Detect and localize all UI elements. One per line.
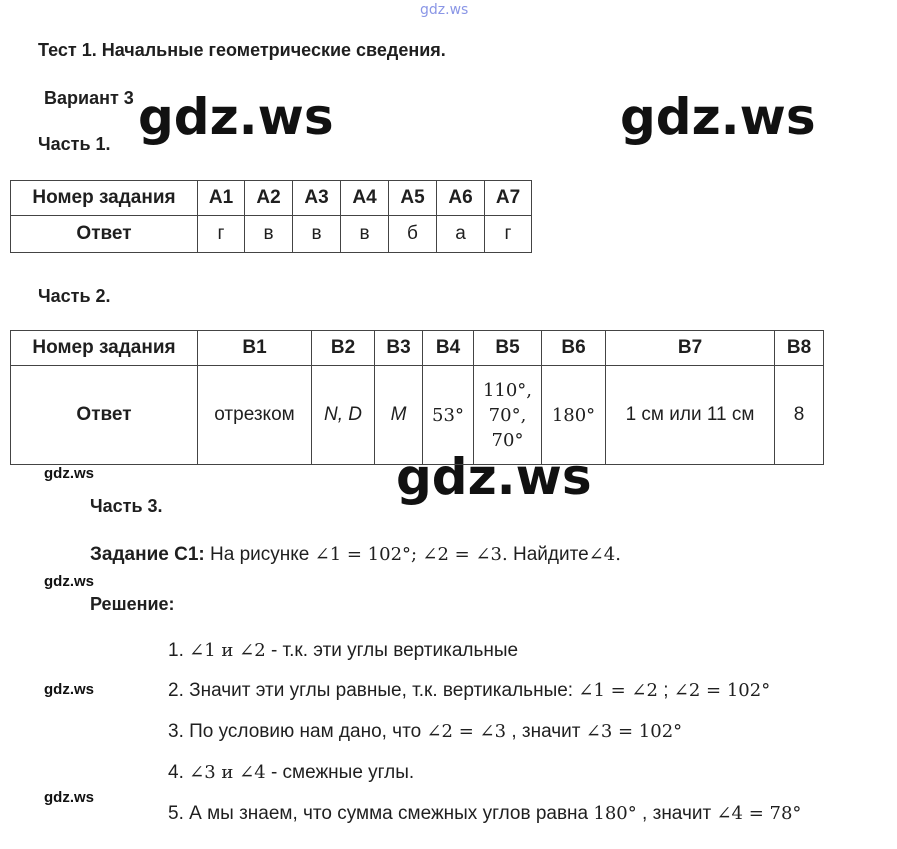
task-c1-math-2: ∠2 = ∠3. [422,544,508,565]
step3-math-2: ∠3 = 102° [585,721,683,742]
part2-header-label: Номер задания [11,331,198,366]
part2-task-b8: В8 [775,331,824,366]
part1-task-a3: А3 [293,181,341,216]
step1-text: - т.к. эти углы вертикальные [270,640,519,661]
part1-table [10,180,532,253]
step2-math-2: ∠2 = 102° [673,680,771,701]
part1-header-label: Номер задания [11,181,198,216]
step4-text: - смежные углы. [270,762,415,783]
watermark-small-1: gdz.ws [44,465,95,482]
part2-task-b2: В2 [312,331,375,366]
step3-mid: , значит [511,721,581,742]
step3-math-1: ∠2 = ∠3 [426,721,507,742]
part2-answer-b5-line-3: 70° [491,429,524,451]
part1-task-a5: А5 [389,181,437,216]
part1-task-a6: А6 [437,181,485,216]
step2-math-1: ∠1 = ∠2 [578,680,658,701]
part1-header-row [11,181,532,216]
part1-answer-row [11,216,532,253]
part2-answer-b5 [474,366,542,465]
step4-number: 4. [168,762,184,783]
task-c1-math-3: ∠4. [588,544,621,565]
watermark-top: gdz.ws [420,2,469,18]
solution-step-4 [168,762,414,784]
part1-answer-a5: б [389,216,437,253]
part1-answer-a2: в [245,216,293,253]
step1-number: 1. [168,640,184,661]
part1-answer-a4: в [341,216,389,253]
part2-task-b7: В7 [606,331,775,366]
part1-heading: Часть 1. [38,134,111,154]
part1-answer-a6: а [437,216,485,253]
part1-answer-a1: г [198,216,245,253]
watermark-small-4: gdz.ws [44,789,95,806]
step5-mid: , значит [642,803,712,824]
part2-table [10,330,824,465]
part2-task-b1: В1 [198,331,312,366]
part1-answer-a3: в [293,216,341,253]
part2-answer-b3: M [375,366,423,465]
watermark-big-right: gdz.ws [620,88,816,146]
step4-math: ∠3 и ∠4 [189,762,266,783]
part1-task-a7: А7 [485,181,532,216]
watermark-small-3: gdz.ws [44,681,95,698]
solution-label: Решение: [90,594,175,614]
watermark-big-center: gdz.ws [396,448,592,506]
solution-step-1 [168,640,518,662]
part2-answer-label: Ответ [11,366,198,465]
part1-task-a1: А1 [198,181,245,216]
part2-answer-b6: 180° [542,366,606,465]
step5-math-1: 180° [593,803,637,824]
task-c1 [90,544,621,566]
part2-answer-b5-line-1: 110°, [482,379,533,401]
page-title: Тест 1. Начальные геометрические сведения. [38,40,446,60]
part3-heading: Часть 3. [90,496,163,516]
step5-math-2: ∠4 = 78° [716,803,802,824]
step5-text: 5. А мы знаем, что сумма смежных углов равна [168,803,589,824]
step2-text: 2. Значит эти углы равные, т.к. вертикальные: [168,680,574,701]
task-c1-text: На рисунке [210,544,310,565]
solution-step-3 [168,721,682,743]
part1-task-a4: А4 [341,181,389,216]
part2-answer-b1: отрезком [198,366,312,465]
watermark-big-left: gdz.ws [138,88,334,146]
part1-task-a2: А2 [245,181,293,216]
task-c1-label: Задание С1: [90,544,205,565]
step1-math: ∠1 и ∠2 [189,640,266,661]
part2-task-b4: В4 [423,331,474,366]
step2-sep: ; [663,680,669,701]
part2-heading: Часть 2. [38,286,111,306]
part2-answer-b8: 8 [775,366,824,465]
part2-answer-b2: N, D [312,366,375,465]
part2-answer-b5-line-2: 70°, [488,404,527,426]
part2-header-row [11,331,824,366]
part2-answer-row [11,366,824,465]
part2-task-b5: В5 [474,331,542,366]
task-c1-math-1: ∠1 = 102°; [314,544,418,565]
solution-step-2 [168,680,770,702]
part2-answer-b7: 1 см или 11 см [606,366,775,465]
solution-step-5 [168,803,801,825]
part2-answer-b4: 53° [423,366,474,465]
part1-answer-a7: г [485,216,532,253]
watermark-small-2: gdz.ws [44,573,95,590]
task-c1-find: Найдите [513,544,589,565]
variant-label: Вариант 3 [44,88,134,108]
part2-task-b6: В6 [542,331,606,366]
part2-task-b3: В3 [375,331,423,366]
part1-answer-label: Ответ [11,216,198,253]
step3-text: 3. По условию нам дано, что [168,721,422,742]
